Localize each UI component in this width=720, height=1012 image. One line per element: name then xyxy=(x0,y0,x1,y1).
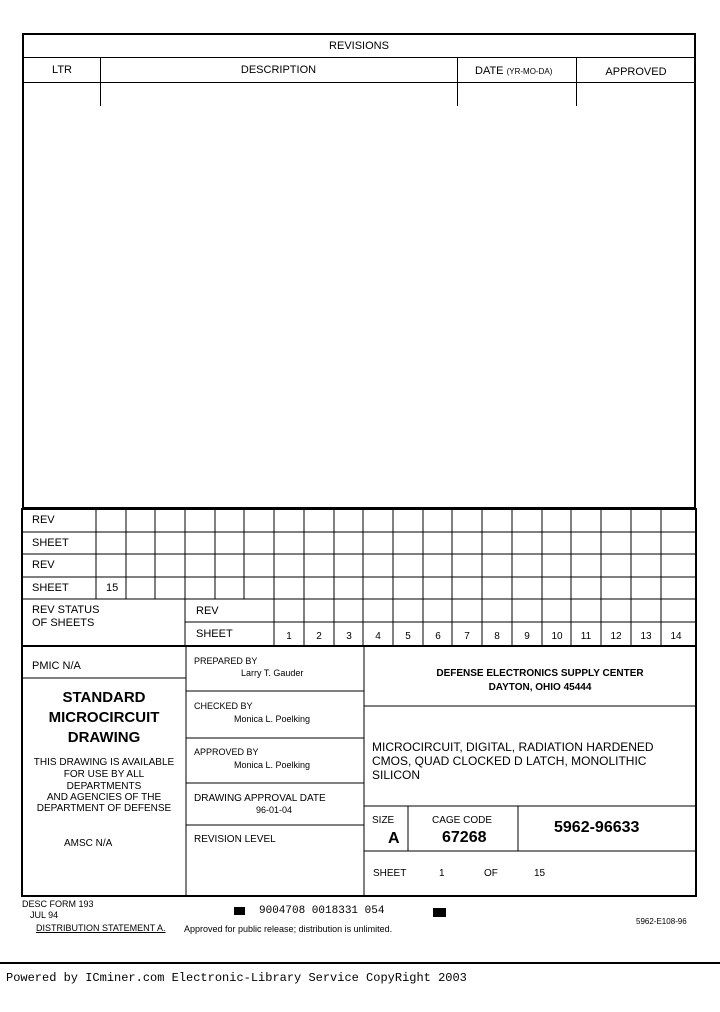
title-drawing: DRAWING xyxy=(67,729,141,746)
sheet-number: 14 xyxy=(670,631,682,642)
approval-date-label: DRAWING APPROVAL DATE xyxy=(194,793,326,804)
col-date-label: DATE xyxy=(475,65,504,77)
distribution-statement-text: Approved for public release; distribution is unlimited. xyxy=(184,924,393,934)
checked-by-name: Monica L. Poelking xyxy=(234,714,311,724)
availability-line: FOR USE BY ALL xyxy=(63,769,145,780)
sheet-label-1: SHEET xyxy=(32,537,69,549)
of-sheets-label: OF SHEETS xyxy=(32,617,95,629)
form-id: DESC FORM 193 xyxy=(22,899,94,909)
availability-line: THIS DRAWING IS AVAILABLE xyxy=(33,757,175,768)
sheet-15-cell: 15 xyxy=(106,582,119,594)
form-number: 5962-E108-96 xyxy=(636,917,687,926)
availability-line: AND AGENCIES OF THE xyxy=(46,792,162,803)
sheet-label-3: SHEET xyxy=(196,628,233,640)
approved-by-name: Monica L. Poelking xyxy=(234,760,311,770)
rev-status-label: REV STATUS xyxy=(32,604,100,616)
rev-label-2: REV xyxy=(32,559,55,571)
sheet-number: 10 xyxy=(551,631,563,642)
sheet-label-2: SHEET xyxy=(32,582,69,594)
size-label: SIZE xyxy=(372,815,395,826)
pmic-label: PMIC N/A xyxy=(32,660,81,672)
distribution-statement-label: DISTRIBUTION STATEMENT A. xyxy=(36,923,166,933)
sheet-number: 8 xyxy=(494,631,500,642)
sheet-number: 4 xyxy=(375,631,381,642)
sheet-number: 6 xyxy=(435,631,441,642)
part-description-line: MICROCIRCUIT, DIGITAL, RADIATION HARDENED xyxy=(372,740,654,754)
sheet-number: 2 xyxy=(316,631,322,642)
revision-level-label: REVISION LEVEL xyxy=(194,834,276,845)
barcode-mark-icon xyxy=(433,908,446,917)
size-value: A xyxy=(388,830,400,847)
approved-by-label: APPROVED BY xyxy=(194,747,259,757)
form-date: JUL 94 xyxy=(30,910,59,920)
document-number: 5962-96633 xyxy=(554,819,640,836)
approval-date-value: 96-01-04 xyxy=(256,805,293,815)
barcode-mark-icon xyxy=(234,907,245,915)
sheet-number: 11 xyxy=(580,631,592,642)
col-ltr: LTR xyxy=(52,64,72,76)
cage-code-label: CAGE CODE xyxy=(432,815,493,826)
sheet-label: SHEET xyxy=(373,868,407,879)
title-standard: STANDARD xyxy=(62,689,146,706)
part-description-line: CMOS, QUAD CLOCKED D LATCH, MONOLITHIC xyxy=(372,754,647,768)
sheet-number: 1 xyxy=(286,631,292,642)
part-description-line: SILICON xyxy=(372,768,421,782)
prepared-by-name: Larry T. Gauder xyxy=(241,668,304,678)
prepared-by-label: PREPARED BY xyxy=(194,656,258,666)
col-description: DESCRIPTION xyxy=(240,64,317,76)
sheet-total: 15 xyxy=(534,868,546,879)
checked-by-label: CHECKED BY xyxy=(194,701,253,711)
sheet-number: 13 xyxy=(640,631,652,642)
availability-line: DEPARTMENTS xyxy=(66,781,142,792)
of-label: OF xyxy=(484,868,498,879)
revisions-title: REVISIONS xyxy=(329,40,389,52)
col-approved: APPROVED xyxy=(605,66,667,78)
availability-line: DEPARTMENT OF DEFENSE xyxy=(36,803,172,814)
amsc-label: AMSC N/A xyxy=(64,838,113,849)
sheet-number: 5 xyxy=(405,631,411,642)
sheet-number: 12 xyxy=(610,631,622,642)
sheet-number: 3 xyxy=(346,631,352,642)
footer-copyright: Powered by ICminer.com Electronic-Library Service CopyRight 2003 xyxy=(6,971,467,985)
rev-label-1: REV xyxy=(32,514,55,526)
sheet-number: 9 xyxy=(524,631,530,642)
footer-divider xyxy=(0,962,720,964)
rev-label-3: REV xyxy=(196,605,219,617)
barcode-text: 9004708 0018331 054 xyxy=(259,905,385,917)
col-date-format: (YR-MO-DA) xyxy=(506,67,553,76)
cage-code-value: 67268 xyxy=(442,829,487,846)
sheet-current: 1 xyxy=(439,868,445,879)
sheet-number: 7 xyxy=(464,631,470,642)
title-microcircuit: MICROCIRCUIT xyxy=(48,709,160,726)
org-name: DEFENSE ELECTRONICS SUPPLY CENTER xyxy=(436,668,644,679)
org-address: DAYTON, OHIO 45444 xyxy=(488,682,592,693)
